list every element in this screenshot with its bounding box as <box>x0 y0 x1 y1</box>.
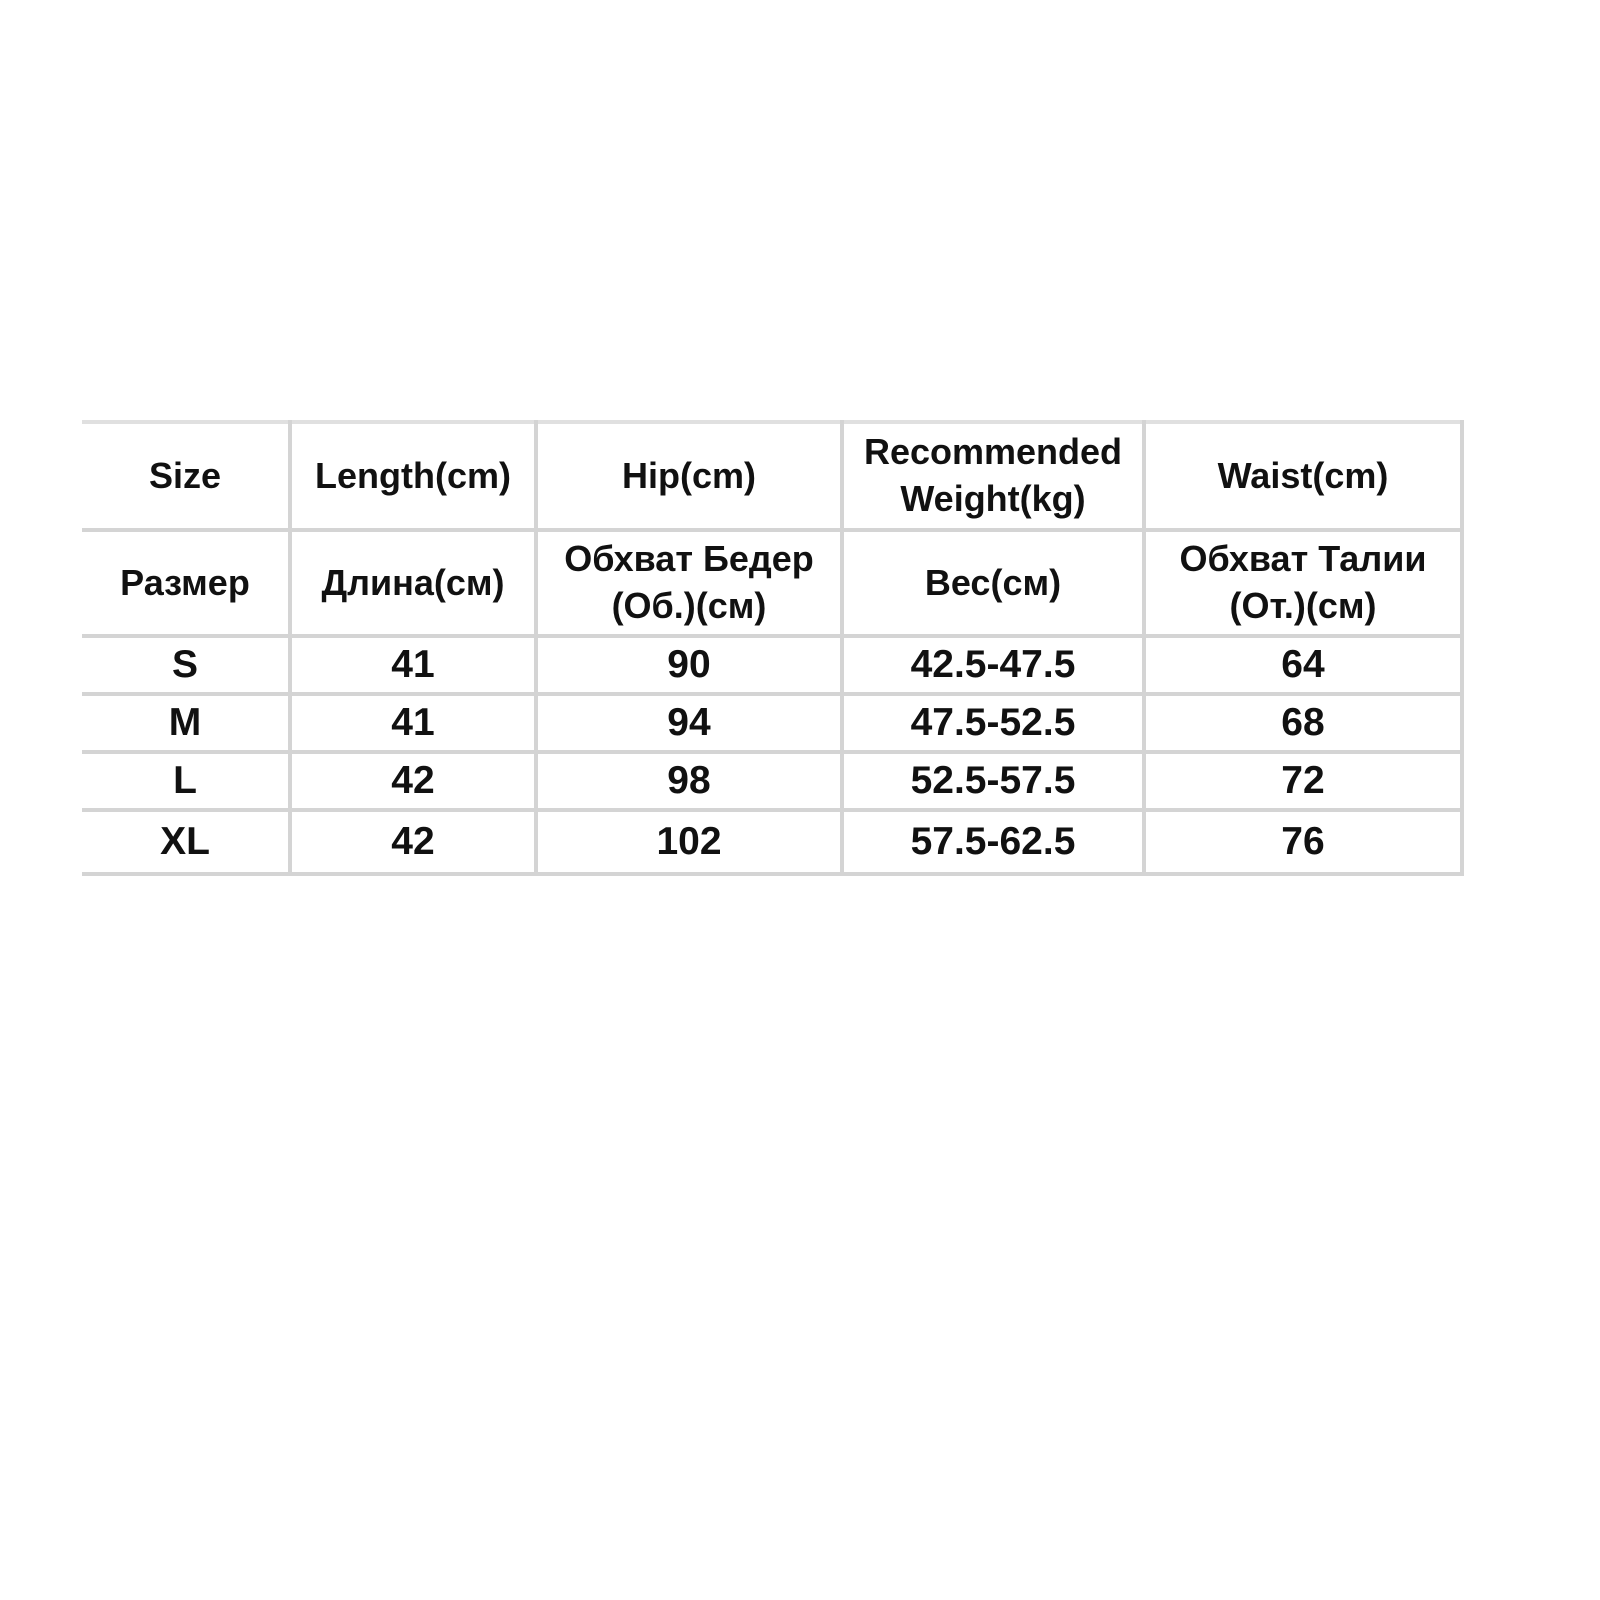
header-row-russian <box>82 530 1462 636</box>
weight-cell: 52.5-57.5 <box>842 752 1144 810</box>
waist-cell: 76 <box>1144 810 1462 874</box>
header-row-english <box>82 422 1462 530</box>
header-ru-size <box>82 530 290 636</box>
waist-cell: 72 <box>1144 752 1462 810</box>
weight-cell: 47.5-52.5 <box>842 694 1144 752</box>
header-ru-weight <box>842 530 1144 636</box>
size-cell: M <box>82 694 290 752</box>
size-chart-table <box>82 420 1464 876</box>
weight-cell: 42.5-47.5 <box>842 636 1144 694</box>
header-ru-length-label: Длина(см) <box>321 561 505 603</box>
size-cell: XL <box>82 810 290 874</box>
table-row <box>82 752 1462 810</box>
header-length-label: Length(cm) <box>315 454 511 496</box>
header-ru-waist-label-line2: (От.)(см) <box>1229 585 1377 626</box>
hip-cell: 90 <box>536 636 842 694</box>
length-cell: 41 <box>290 694 536 752</box>
header-hip-label: Hip(cm) <box>622 454 756 496</box>
header-size <box>82 422 290 530</box>
size-cell: S <box>82 636 290 694</box>
length-cell: 42 <box>290 752 536 810</box>
header-ru-hip-label-line2: (Об.)(см) <box>611 585 767 626</box>
header-ru-waist-label-line1: Обхват Талии <box>1179 538 1427 580</box>
waist-cell: 64 <box>1144 636 1462 694</box>
header-ru-weight-label: Вес(см) <box>924 561 1062 603</box>
waist-cell: 68 <box>1144 694 1462 752</box>
table-row <box>82 810 1462 874</box>
hip-cell: 94 <box>536 694 842 752</box>
header-ru-size-label: Размер <box>120 561 250 603</box>
header-waist <box>1144 422 1462 530</box>
header-weight-label-line1: Recommended <box>863 431 1123 473</box>
header-length <box>290 422 536 530</box>
header-ru-hip-label-line1: Обхват Бедер <box>564 538 814 580</box>
size-cell: L <box>82 752 290 810</box>
hip-cell: 98 <box>536 752 842 810</box>
hip-cell: 102 <box>536 810 842 874</box>
header-ru-waist <box>1144 530 1462 636</box>
header-waist-label: Waist(cm) <box>1217 454 1389 496</box>
header-ru-length <box>290 530 536 636</box>
length-cell: 42 <box>290 810 536 874</box>
table-row <box>82 694 1462 752</box>
weight-cell: 57.5-62.5 <box>842 810 1144 874</box>
header-weight <box>842 422 1144 530</box>
header-ru-hip <box>536 530 842 636</box>
header-hip <box>536 422 842 530</box>
table-row <box>82 636 1462 694</box>
header-size-label: Size <box>148 454 222 496</box>
length-cell: 41 <box>290 636 536 694</box>
header-weight-label-line2: Weight(kg) <box>900 478 1086 519</box>
